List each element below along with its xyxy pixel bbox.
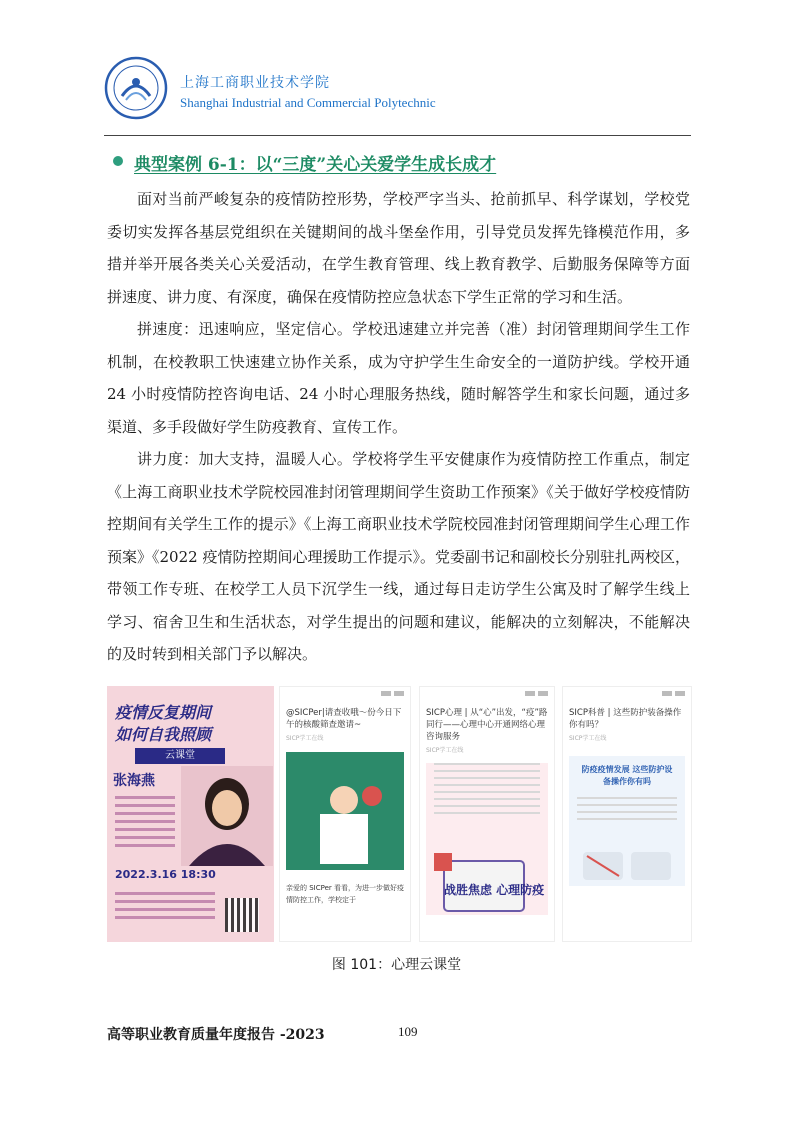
article-screenshot-1	[279, 686, 411, 942]
article-source: SICP学工在线	[569, 735, 607, 742]
poster-date: 2022.3.16 18:30	[115, 868, 216, 881]
header-divider	[104, 135, 691, 136]
article-card	[426, 763, 548, 915]
article-excerpt: 亲爱的 SICPer 看看，为进一步做好疫情防控工作，学校定于	[286, 884, 405, 904]
article-banner-text: 防疫疫情发展 这些防护设备操作你有吗	[581, 765, 673, 786]
page-number: 109	[398, 1024, 418, 1039]
lecture-poster	[107, 686, 274, 942]
article-title: @SICPer|请查收哦～份今日下午的核酸筛查邀请~	[286, 708, 402, 730]
poster-title-line2: 如何自我照顾	[115, 725, 212, 744]
qr-code-icon	[225, 898, 259, 932]
case-title: 典型案例 6-1：以“三度”关心关爱学生成长成才	[134, 155, 497, 175]
poster-bio-lines	[115, 796, 175, 852]
bullet-dot-icon	[113, 156, 123, 166]
report-title: 高等职业教育质量年度报告 -2023	[107, 1027, 325, 1043]
figure-caption: 图 101：心理云课堂	[331, 957, 462, 973]
article-screenshot-2	[419, 686, 555, 942]
mask-illustration-icon	[583, 852, 673, 882]
paragraph: 拼速度：迅速响应，坚定信心。学校迅速建立并完善（准）封闭管理期间学生工作机制，在校教职工快速建立协作关系，成为守护学生生命安全的一道防护线。学校开通 24 小时疫情防控咨询电话、24 小时心理服务热线，随时解答学生和家长问题，通过多渠道、多手段做好学生防疫教育、宣传工作。	[107, 320, 690, 436]
school-name-en: Shanghai Industrial and Commercial Polytechnic	[180, 95, 436, 110]
article-title: SICP心理 | 从“心”出发，“疫”路同行——心理中心开通网络心理咨询服务	[426, 708, 548, 742]
paragraph: 面对当前严峻复杂的疫情防控形势，学校严字当头、抢前抓早、科学谋划，学校党委切实发挥各基层党组织在关键期间的战斗堡垒作用，引导党员发挥先锋模范作用，多措并举开展各类关心关爱活动，在学生教育管理、线上教育教学、后勤服务保障等方面拼速度、讲力度、有深度，确保在疫情防控应急状态下学生正常的学习和生活。	[107, 190, 690, 306]
poster-title-line1: 疫情反复期间	[115, 703, 212, 722]
article-banner-text: 战胜焦虑 心理防疫	[444, 883, 545, 897]
poster-tag: 云课堂	[135, 748, 225, 764]
article-source: SICP学工在线	[426, 747, 464, 754]
school-seal-logo	[104, 56, 168, 120]
article-card	[569, 756, 685, 886]
body-text	[107, 183, 690, 671]
article-title: SICP科普 | 这些防护装备操作你有吗？	[569, 708, 682, 730]
article-source: SICP学工在线	[286, 735, 324, 742]
poster-notes-lines	[115, 892, 215, 924]
nurse-swab-illustration-icon	[280, 746, 410, 876]
poster-speaker-name: 张海燕	[113, 773, 155, 789]
speaker-photo-icon	[181, 766, 273, 866]
article-screenshot-3	[562, 686, 692, 942]
figure-image-strip	[107, 686, 692, 942]
paragraph: 讲力度：加大支持，温暖人心。学校将学生平安健康作为疫情防控工作重点，制定《上海工商职业技术学院校园准封闭管理期间学生资助工作预案》《关于做好学校疫情防控期间有关学生工作的提示》《上海工商职业技术学院校园准封闭管理期间学生心理工作预案》《2022 疫情防控期间心理援助工作提示》。党委副书记和副校长分别驻扎两校区，带领工作专班、在校学工人员下沉学生一线，通过每日走访学生公寓及时了解学生线上学习、宿舍卫生和生活状态，对学生提出的问题和建议，能解决的立刻解决，不能解决的及时转到相关部门予以解决。	[107, 450, 690, 663]
school-name-cn: 上海工商职业技术学院	[180, 75, 330, 91]
